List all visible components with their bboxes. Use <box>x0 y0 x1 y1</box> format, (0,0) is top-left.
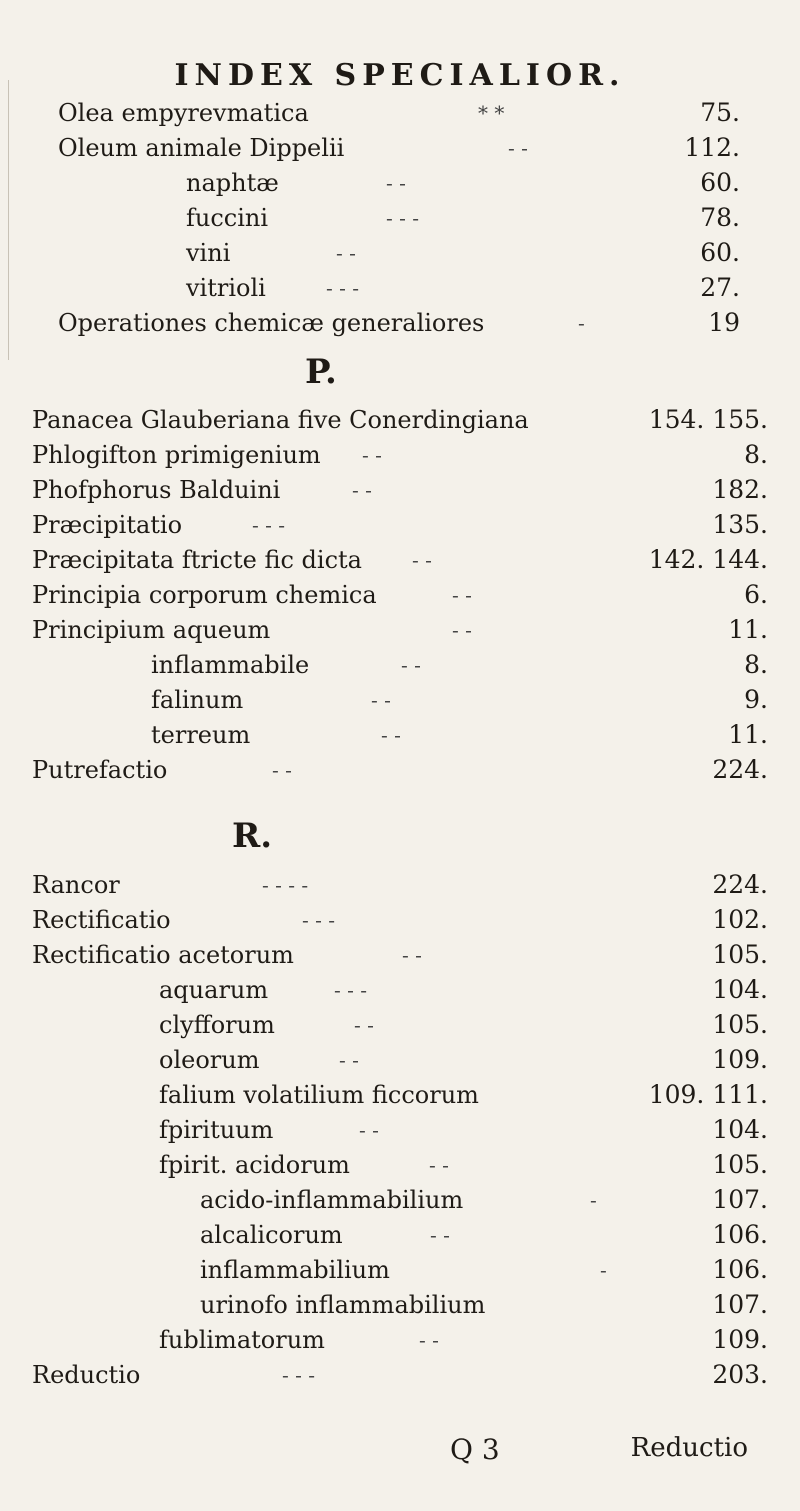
entry-term: Rectificatio acetorum <box>32 941 294 969</box>
entry-term: fuccini <box>186 204 269 232</box>
entry-page: 182. <box>712 475 768 504</box>
index-entry <box>32 543 768 577</box>
index-entry <box>200 1183 768 1217</box>
entry-dashes: - - <box>371 688 391 712</box>
entry-dashes: - - <box>339 1048 359 1072</box>
entry-term: Panacea Glauberiana five Conerdingiana <box>32 406 529 434</box>
index-entry <box>32 903 768 937</box>
entry-term: naphtæ <box>186 169 279 197</box>
index-entry <box>159 1078 768 1112</box>
entry-dashes: * * <box>478 101 505 125</box>
entry-page: 112. <box>684 133 740 162</box>
entry-term: Præcipitatio <box>32 511 183 539</box>
entry-dashes: - - - <box>302 908 335 932</box>
index-entry <box>32 938 768 972</box>
entry-dashes: - - <box>362 443 382 467</box>
entry-dashes: - - - <box>334 978 367 1002</box>
entry-dashes: - <box>578 311 585 335</box>
entry-dashes: - - - <box>252 513 285 537</box>
signature-mark: Q 3 <box>450 1433 500 1466</box>
entry-term: vini <box>186 239 231 267</box>
entry-dashes: - - <box>354 1013 374 1037</box>
index-entry <box>32 753 768 787</box>
entry-page: 106. <box>712 1220 768 1249</box>
entry-term: urinofo inflammabilium <box>200 1291 486 1319</box>
index-entry <box>32 613 768 647</box>
entry-term: terreum <box>151 721 251 749</box>
index-entry <box>58 96 740 130</box>
entry-term: Præcipitata ftricte fic dicta <box>32 546 362 574</box>
entry-term: Phlogifton primigenium <box>32 441 321 469</box>
entry-page: 105. <box>712 1010 768 1039</box>
entry-page: 102. <box>712 905 768 934</box>
entry-term: Phofphorus Balduini <box>32 476 281 504</box>
index-entry <box>58 306 740 340</box>
index-entry <box>151 683 768 717</box>
entry-page: 106. <box>712 1255 768 1284</box>
entry-term: falinum <box>151 686 244 714</box>
catchword: Reductio <box>630 1433 748 1463</box>
entry-dashes: - - <box>430 1223 450 1247</box>
entry-term: fpirituum <box>159 1116 274 1144</box>
entry-term: Olea empyrevmatica <box>58 99 309 127</box>
entry-page: 104. <box>712 975 768 1004</box>
entry-term: falium volatilium ficcorum <box>159 1081 479 1109</box>
index-entry <box>32 438 768 472</box>
entry-page: 11. <box>728 615 768 644</box>
entry-dashes: - - <box>452 583 472 607</box>
entry-page: 8. <box>744 440 768 469</box>
entry-term: Rectificatio <box>32 906 171 934</box>
entry-page: 60. <box>700 168 740 197</box>
entry-page: 109. <box>712 1045 768 1074</box>
entry-page: 105. <box>712 940 768 969</box>
entry-term: Principia corporum chemica <box>32 581 377 609</box>
entry-page: 224. <box>712 870 768 899</box>
entry-page: 142. 144. <box>648 545 768 574</box>
entry-term: Principium aqueum <box>32 616 271 644</box>
section-letter-r: R. <box>232 816 273 856</box>
entry-page: 107. <box>712 1185 768 1214</box>
entry-dashes: - - - <box>386 206 419 230</box>
entry-page: 27. <box>700 273 740 302</box>
index-entry <box>159 973 768 1007</box>
entry-term: Reductio <box>32 1361 141 1389</box>
entry-dashes: - - <box>419 1328 439 1352</box>
section-letter-p: P. <box>305 352 337 392</box>
entry-dashes: - - <box>508 136 528 160</box>
index-entry <box>159 1323 768 1357</box>
index-entry <box>32 508 768 542</box>
entry-dashes: - - <box>401 653 421 677</box>
entry-dashes: - - <box>381 723 401 747</box>
index-entry <box>159 1113 768 1147</box>
entry-term: Putrefactio <box>32 756 168 784</box>
index-entry <box>32 578 768 612</box>
entry-term: oleorum <box>159 1046 260 1074</box>
entry-dashes: - - - <box>326 276 359 300</box>
entry-term: Rancor <box>32 871 120 899</box>
entry-dashes: - - <box>272 758 292 782</box>
entry-page: 203. <box>712 1360 768 1389</box>
entry-page: 104. <box>712 1115 768 1144</box>
entry-dashes: - - <box>402 943 422 967</box>
index-entry <box>151 718 768 752</box>
index-entry <box>200 1218 768 1252</box>
entry-dashes: - - <box>352 478 372 502</box>
entry-term: Oleum animale Dippelii <box>58 134 345 162</box>
entry-page: 105. <box>712 1150 768 1179</box>
entry-dashes: - - <box>412 548 432 572</box>
index-entry <box>186 166 740 200</box>
entry-page: 60. <box>700 238 740 267</box>
entry-term: inflammabilium <box>200 1256 390 1284</box>
index-entry <box>200 1288 768 1322</box>
entry-dashes: - - <box>386 171 406 195</box>
index-entry <box>159 1148 768 1182</box>
index-entry <box>32 473 768 507</box>
index-entry <box>32 1358 768 1392</box>
entry-page: 109. <box>712 1325 768 1354</box>
entry-term: fublimatorum <box>159 1326 325 1354</box>
index-entry <box>159 1043 768 1077</box>
entry-page: 224. <box>712 755 768 784</box>
entry-term: acido-inflammabilium <box>200 1186 464 1214</box>
page-edge-rule <box>8 80 9 360</box>
entry-term: inflammabile <box>151 651 310 679</box>
index-entry <box>151 648 768 682</box>
entry-page: 19 <box>708 308 740 337</box>
entry-term: Operationes chemicæ generaliores <box>58 309 485 337</box>
entry-dashes: - - <box>359 1118 379 1142</box>
entry-term: aquarum <box>159 976 269 1004</box>
entry-dashes: - - - - <box>262 873 309 897</box>
entry-dashes: - - - <box>282 1363 315 1387</box>
entry-term: fpirit. acidorum <box>159 1151 350 1179</box>
index-entry <box>32 403 768 437</box>
entry-dashes: - - <box>429 1153 449 1177</box>
entry-page: 75. <box>700 98 740 127</box>
index-entry <box>159 1008 768 1042</box>
entry-page: 6. <box>744 580 768 609</box>
entry-term: clyfforum <box>159 1011 275 1039</box>
entry-dashes: - <box>590 1188 597 1212</box>
entry-page: 154. 155. <box>648 405 768 434</box>
entry-dashes: - <box>600 1258 607 1282</box>
index-entry <box>186 236 740 270</box>
entry-term: vitrioli <box>186 274 266 302</box>
entry-page: 78. <box>700 203 740 232</box>
entry-dashes: - - <box>452 618 472 642</box>
index-entry <box>58 131 740 165</box>
entry-term: alcalicorum <box>200 1221 343 1249</box>
index-entry <box>186 271 740 305</box>
entry-page: 9. <box>744 685 768 714</box>
index-entry <box>32 868 768 902</box>
page-header: INDEX SPECIALIOR. <box>174 58 626 93</box>
index-entry <box>186 201 740 235</box>
entry-dashes: - - <box>336 241 356 265</box>
entry-page: 107. <box>712 1290 768 1319</box>
entry-page: 109. 111. <box>648 1080 768 1109</box>
entry-page: 8. <box>744 650 768 679</box>
index-entry <box>200 1253 768 1287</box>
entry-page: 11. <box>728 720 768 749</box>
entry-page: 135. <box>712 510 768 539</box>
